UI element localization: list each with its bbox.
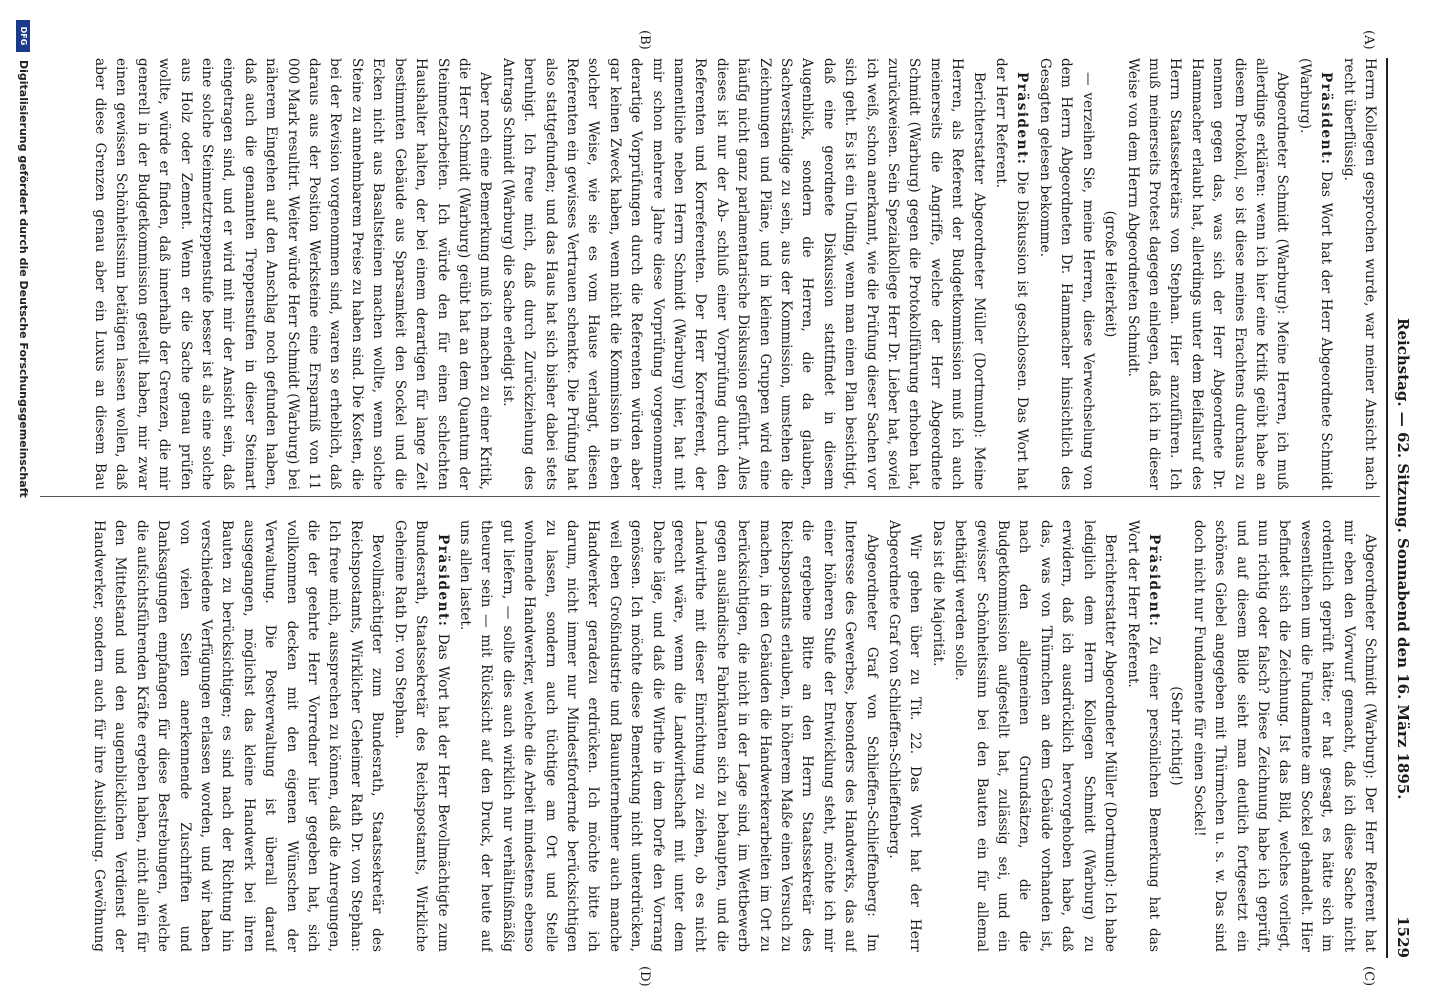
page-header xyxy=(1388,58,1416,958)
speaker-label: Präsident: xyxy=(434,534,451,628)
paragraph-text: Wir gehen über zu Tit. 22. Das Wort hat der Herr Abgeordnete Graf von Schlieffen-Schlieffenberg. xyxy=(886,520,924,952)
dfg-logo-icon: DFG xyxy=(16,20,30,52)
paragraph-text: Das Wort hat der Herr Bevollmächtigte zum Bundesrath, Staatssekretär des Reichspostamts, Wirkliche Geheime Rath Dr. von Stephan. xyxy=(391,520,451,952)
paragraph xyxy=(1121,58,1292,490)
paragraph xyxy=(496,58,988,490)
margin-marker-c: (C) xyxy=(1361,966,1376,987)
page-number: 1529 xyxy=(1394,916,1412,958)
paragraph-text: Aber noch eine Bemerkung muß ich machen zu einer Kritik, die Herr Schmidt (Warburg) geübt hat an dem Quantum der Steinmetzarbeiten. Ich würde den für einen schlechten Haushalter halten, der bei einem derartigen für lange Zeit bestimmten Gebäude aus Sparsamkeit den Sockel und die Ecken nicht aus Basaltsteinen machen wollte, wenn solche Steine zu annehmbarem Preise zu haben sind. Die Kosten, die bei der Revision vorgenommen sind, waren so erheblich, daß daraus aus der Position Werksteine eine Ersparniß von 11 000 Mark resultirt. Weiter würde Herr Schmidt (Warburg) bei näherem Eingehen auf den Anschlag noch gefunden haben, daß auch die genannten Treppenstufen in dieser Steinart eingetragen sind, und er wird mit mir der Ansicht sein, daß eine solche Steinmetztreppenstufe besser ist als eine solche aus Holz oder Zement. Wenn er die Sache genau prüfen wollte, würde er finden, daß innerhalb der Grenzen, die mir generell in der Budgetkommission gestellt haben, mir zwar einen gewissen Schönheitssinn betätigen lassen wollen, daß aber diese Grenzen genau aber ein Luxus an diesem Bau xyxy=(92,58,494,490)
paragraph-text: — verzeihen Sie, meine Herren, diese Verwechselung von dem Herrn Abgeordneten Dr. Hammacher hinsichtlich des Gesagten gelesen bekomme. xyxy=(1036,58,1096,490)
paragraph xyxy=(454,520,882,952)
speaker-label: Präsident: xyxy=(1145,534,1162,628)
margin-marker-b: (B) xyxy=(637,30,652,50)
paragraph xyxy=(388,520,452,952)
paragraph-text: Die Diskussion ist geschlossen. Das Wort hat der Herr Referent. xyxy=(993,58,1031,490)
paragraph xyxy=(90,58,495,490)
credit-text: Digitalisierung gefördert durch die Deutsche Forschungsgemeinschaft xyxy=(17,60,30,498)
session-title: Reichstag. — 62. Sitzung. Sonnabend den 16. März 1895. xyxy=(1394,318,1412,800)
paragraph xyxy=(90,520,387,952)
paragraph xyxy=(883,520,926,952)
speaker-label: Präsident: xyxy=(1318,72,1335,166)
column-divider xyxy=(40,496,1380,497)
right-text-column xyxy=(90,520,1380,952)
speaker-label: Präsident: xyxy=(1014,72,1031,166)
paragraph xyxy=(1187,520,1380,952)
paragraph-text: Berichterstatter Abgeordneter Müller (Dortmund): Meine Herren, als Referent der Budgetkommission muß ich auch meinerseits die Angriffe, welche der Herr Abgeordnete Schmidt (Warburg) gegen die Protokollführung erhoben hat, zurückweisen. Sein Spezialkollege Herr Dr. Lieber hat, soviel ich weiß, schon anerkannt, wie die Prüfung dieser Sachen vor sich geht. Es ist ein Unding, wenn man einen Plan besichtigt, daß eine geordnete Diskussion stattfindet in diesem Augenblick, sondern die Herren, die da glauben, Sachverständige zu sein, aus der Kommission, umstehen die Zeichnungen und Pläne, und in kleinen Gruppen wird eine häufig nicht ganz parlamentarische Diskussion geführt. Alles dieses ist nur der Ab- schluß einer Vorprüfung durch den Referenten und Korreferenten. Der Herr Korreferent, der namentliche neben Herrn Schmidt (Warburg) hier, hat mit mir schon mehrere Jahre diese Vorprüfung vorgenommen; derartige Vorprüfungen durch die Referenten würden aber gar keinen Zweck haben, wenn nicht die Kommission in eben solcher Weise, wie sie es vom Hause verlangt, diesen Referenten ein gewisses Vertrauen schenkte. Die Prüfung hat also stattgefunden; und das Haus hat sich bisher dabei stets beruhigt. Ich freue mich, daß durch Zurückziehung des Antrags Schmidt (Warburg) die Sache erledigt ist. xyxy=(499,58,987,490)
paragraph-text: Zu einer persönlichen Bemerkung hat das Wort der Herr Referent. xyxy=(1124,520,1162,952)
paragraph xyxy=(949,520,1120,952)
remark: (große Heiterkeit) xyxy=(1102,210,1119,338)
paragraph xyxy=(990,58,1033,490)
remark: (Sehr richtig!) xyxy=(1168,686,1185,786)
paragraph-text: Bevollmächtigter zum Bundesrath, Staatssekretär des Reichspostamts, Wirklicher Geheimer Rath Dr. von Stephan: Ich freue mich, aussprechen zu können, daß die Anregungen, die der geehrte Herr Vorredner hier gegeben hat, sich vollkommen decken mit den eigenen Wünschen der Verwaltung. Die Postverwaltung ist überall darauf ausgegangen, möglichst das kleine Handwerk bei ihren Bauten zu berücksichtigen; es sind nach der Richtung hin verschiedene Verfügungen erlassen worden, und wir haben von vielen Seiten anerkennende Zuschriften und Danksagungen empfangen für diese Bestrebungen, welche die aufsichtsführenden Kräfte ergeben haben, nicht allein für den Mittelstand und den augenblicklichen Verdienst der Handwerker, sondern auch für ihre Ausbildung. Gewöhnung xyxy=(91,520,386,952)
paragraph xyxy=(1121,520,1164,952)
left-text-column xyxy=(90,58,1380,490)
paragraph xyxy=(926,520,947,952)
paragraph-text: Abgeordneter Graf von Schlieffen-Schlieffenberg: Im Interesse des Gewerbes, besonders des Handwerks, das auf einer höheren Stufe der Entwicklung steht, möchte ich mir die ergebene Bitte an den Herrn Staatssekretär des Reichspostamts erlauben, in höherem Maße einen Versuch zu machen, in den Gebäuden die Handwerkerarbeiten im Ort zu berücksichtigen, die nicht in der Lage sind, im Wettbewerb gegen ausländische Fabrikanten sich zu behaupten, und die Landwirthe mit dieser Einrichtung zu ziehen, ob es nicht gerecht wäre, wenn die Landwirthschaft mit unter dem Dache läge, und daß die Wirthe in dem Dorfe den Vorrang genössen. Ich möchte diese Bemerkung nicht unterdrücken, weil eben Großindustrie und Bauunternehmer auch manche Handwerker geradezu erdrücken. Ich möchte bitte ich darum, nicht immer nur Mindestfordernde berücksichtigen zu lassen, sondern auch tüchtige am Ort und Stelle wohnende Handwerker, welche die Arbeit mindestens ebenso gut liefern, — sollte dies auch wirklich nur verhältnißmäßig theurer sein — mit Rücksicht auf den Druck, der heute auf uns allen lastet. xyxy=(456,520,880,952)
digitization-credit xyxy=(8,20,30,980)
margin-marker-a: (A) xyxy=(1361,30,1376,50)
paragraph-text: Das ist die Majorität. xyxy=(929,520,946,667)
paragraph-text: Abgeordneter Schmidt (Warburg): Meine Herren, ich muß allerdings erklären: wenn ich hier eine Kritik geübt habe an diesem Protokoll, so ist diese meines Erachtens durchaus zu nennen gegen das, was sich der Herr Abgeordnete Dr. Hammacher erlaubt hat, allerdings unter dem Beifallsruf des Herrn Staatssekretärs von Stephan. Hier anzuführen. Ich muß meinerseits Protest dagegen einlegen, daß ich in dieser Weise von dem Herrn Abgeordneten Schmidt. xyxy=(1124,58,1291,490)
paragraph-text: Berichterstatter Abgeordneter Müller (Dortmund): Ich habe lediglich dem Herrn Kollegen Schmidt (Warburg) zu erwidern, daß ich ausdrücklich hervorgehoben habe, daß das, was von Thürmchen an dem Gebäude vorhanden ist, nach den allgemeinen Grundsätzen, die die Budgetkommission aufgestellt hat, zulässig sei, und ein gewisser Schönheitssinn bei den Bauten ein für allemal bethätigt werden solle. xyxy=(952,520,1119,952)
header-rule xyxy=(1386,58,1388,958)
margin-marker-d: (D) xyxy=(637,966,652,987)
paragraph xyxy=(1337,58,1380,490)
paragraph xyxy=(1293,58,1336,490)
paragraph-text: Herrn Kollegen gesprochen wurde, war meiner Ansicht nach recht überflüssig. xyxy=(1340,58,1378,490)
paragraph-text: Abgeordneter Schmidt (Warburg): Der Herr Referent hat mir eben den Vorwurf gemacht, daß ich diese Sache nicht ordentlich geprüft hätte; er hat gesagt, es hätte sich im wesentlichen um die Fundamente am Sockel gehandelt. Hier befindet sich die Zeichnung. Ist das Bild, welches vorliegt, nun richtig oder falsch? Diese Zeichnung habe ich geprüft, und auf diesem Bilde sieht man deutlich fortgesetzt ein schönes Giebel angegeben mit Thürmchen u. s. w. Das sind doch nicht nur Fundamente für einen Sockel! xyxy=(1190,520,1378,952)
paragraph-text: Das Wort hat der Herr Abgeordnete Schmidt (Warburg). xyxy=(1296,58,1335,490)
paragraph xyxy=(1034,58,1098,490)
